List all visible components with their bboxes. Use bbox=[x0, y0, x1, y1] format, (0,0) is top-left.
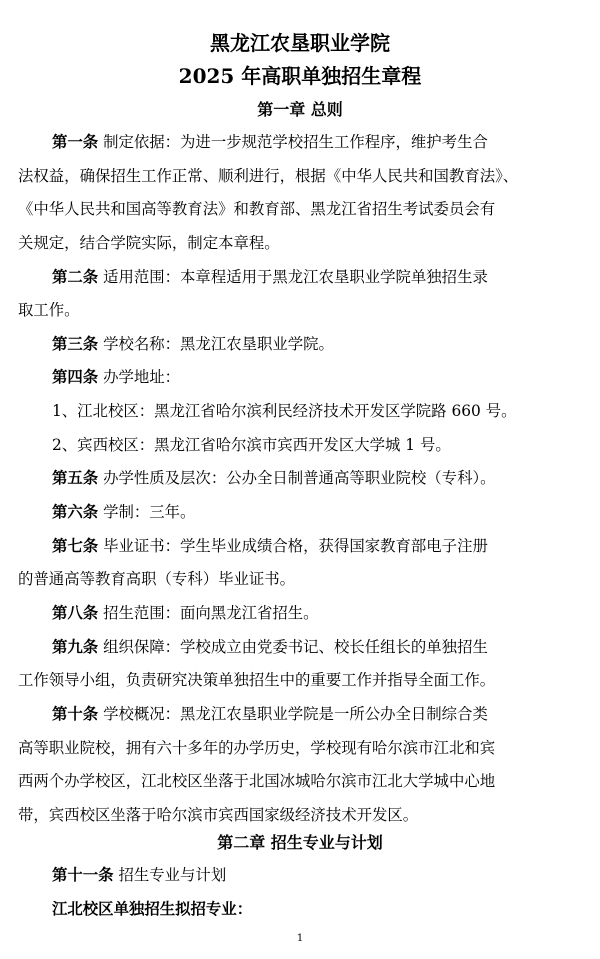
page-number: 1 bbox=[296, 933, 304, 944]
article-text: 的普通高等教育高职（专科）毕业证书。 bbox=[18, 570, 296, 588]
article-text: 办学地址： bbox=[98, 368, 181, 386]
article-label: 第六条 bbox=[52, 503, 99, 521]
article-label: 第七条 bbox=[52, 537, 99, 555]
article-2 bbox=[52, 266, 584, 288]
article-text: 学校概况：黑龙江农垦职业学院是一所公办全日制综合类 bbox=[98, 705, 488, 723]
article-8 bbox=[52, 602, 584, 624]
article-text: 招生专业与计划 bbox=[113, 866, 227, 884]
article-text: 适用范围：本章程适用于黑龙江农垦职业学院单独招生录 bbox=[98, 268, 488, 286]
article-text: 工作领导小组，负责研究决策单独招生中的重要工作并指导全面工作。 bbox=[18, 671, 496, 689]
school-name-title: 黑龙江农垦职业学院 bbox=[210, 31, 390, 55]
article-text: 制定依据：为进一步规范学校招生工作程序，维护考生合 bbox=[98, 133, 488, 151]
article-7 bbox=[52, 535, 584, 557]
article-label: 第九条 bbox=[52, 638, 99, 656]
article-text: 西两个办学校区，江北校区坐落于北国冰城哈尔滨市江北大学城中心地 bbox=[18, 772, 496, 790]
chapter-1-heading: 第一章 总则 bbox=[257, 100, 343, 119]
admission-charter-title: 2025 年高职单独招生章程 bbox=[178, 64, 422, 88]
article-label: 第十条 bbox=[52, 705, 99, 723]
article-text: 毕业证书：学生毕业成绩合格，获得国家教育部电子注册 bbox=[98, 537, 488, 555]
article-text: 学制：三年。 bbox=[98, 503, 196, 521]
campus-address-jiangbei: 1、江北校区：黑龙江省哈尔滨利民经济技术开发区学院路 660 号。 bbox=[52, 402, 517, 420]
article-1 bbox=[52, 131, 584, 153]
article-label: 第四条 bbox=[52, 368, 99, 386]
article-5 bbox=[52, 467, 584, 489]
article-text: 招生范围：面向黑龙江省招生。 bbox=[98, 604, 319, 622]
article-label: 第二条 bbox=[52, 268, 99, 286]
article-text: 《中华人民共和国高等教育法》和教育部、黑龙江省招生考试委员会有 bbox=[18, 200, 496, 218]
article-11 bbox=[52, 864, 584, 886]
article-text: 组织保障：学校成立由党委书记、校长任组长的单独招生 bbox=[98, 638, 488, 656]
jiangbei-majors-subheading: 江北校区单独招生拟招专业： bbox=[52, 900, 253, 918]
article-text: 高等职业院校，拥有六十多年的办学历史，学校现有哈尔滨市江北和宾 bbox=[18, 739, 496, 757]
article-text: 取工作。 bbox=[18, 301, 80, 319]
article-text: 关规定，结合学院实际，制定本章程。 bbox=[18, 234, 280, 252]
article-label: 第八条 bbox=[52, 604, 99, 622]
chapter-2-heading: 第二章 招生专业与计划 bbox=[217, 833, 383, 852]
article-label: 第十一条 bbox=[52, 866, 114, 884]
article-6 bbox=[52, 501, 584, 523]
article-label: 第三条 bbox=[52, 335, 99, 353]
article-10 bbox=[52, 703, 584, 725]
article-9 bbox=[52, 636, 584, 658]
article-3 bbox=[52, 333, 584, 355]
article-text: 带，宾西校区坐落于哈尔滨市宾西国家级经济技术开发区。 bbox=[18, 806, 419, 824]
article-4 bbox=[52, 366, 584, 388]
article-text: 法权益，确保招生工作正常、顺利进行，根据《中华人民共和国教育法》、 bbox=[18, 167, 519, 185]
article-label: 第一条 bbox=[52, 133, 99, 151]
campus-address-binxi: 2、宾西校区：黑龙江省哈尔滨市宾西开发区大学城 1 号。 bbox=[52, 436, 451, 454]
article-label: 第五条 bbox=[52, 469, 99, 487]
article-text: 学校名称：黑龙江农垦职业学院。 bbox=[98, 335, 334, 353]
article-text: 办学性质及层次：公办全日制普通高等职业院校（专科）。 bbox=[98, 469, 496, 487]
